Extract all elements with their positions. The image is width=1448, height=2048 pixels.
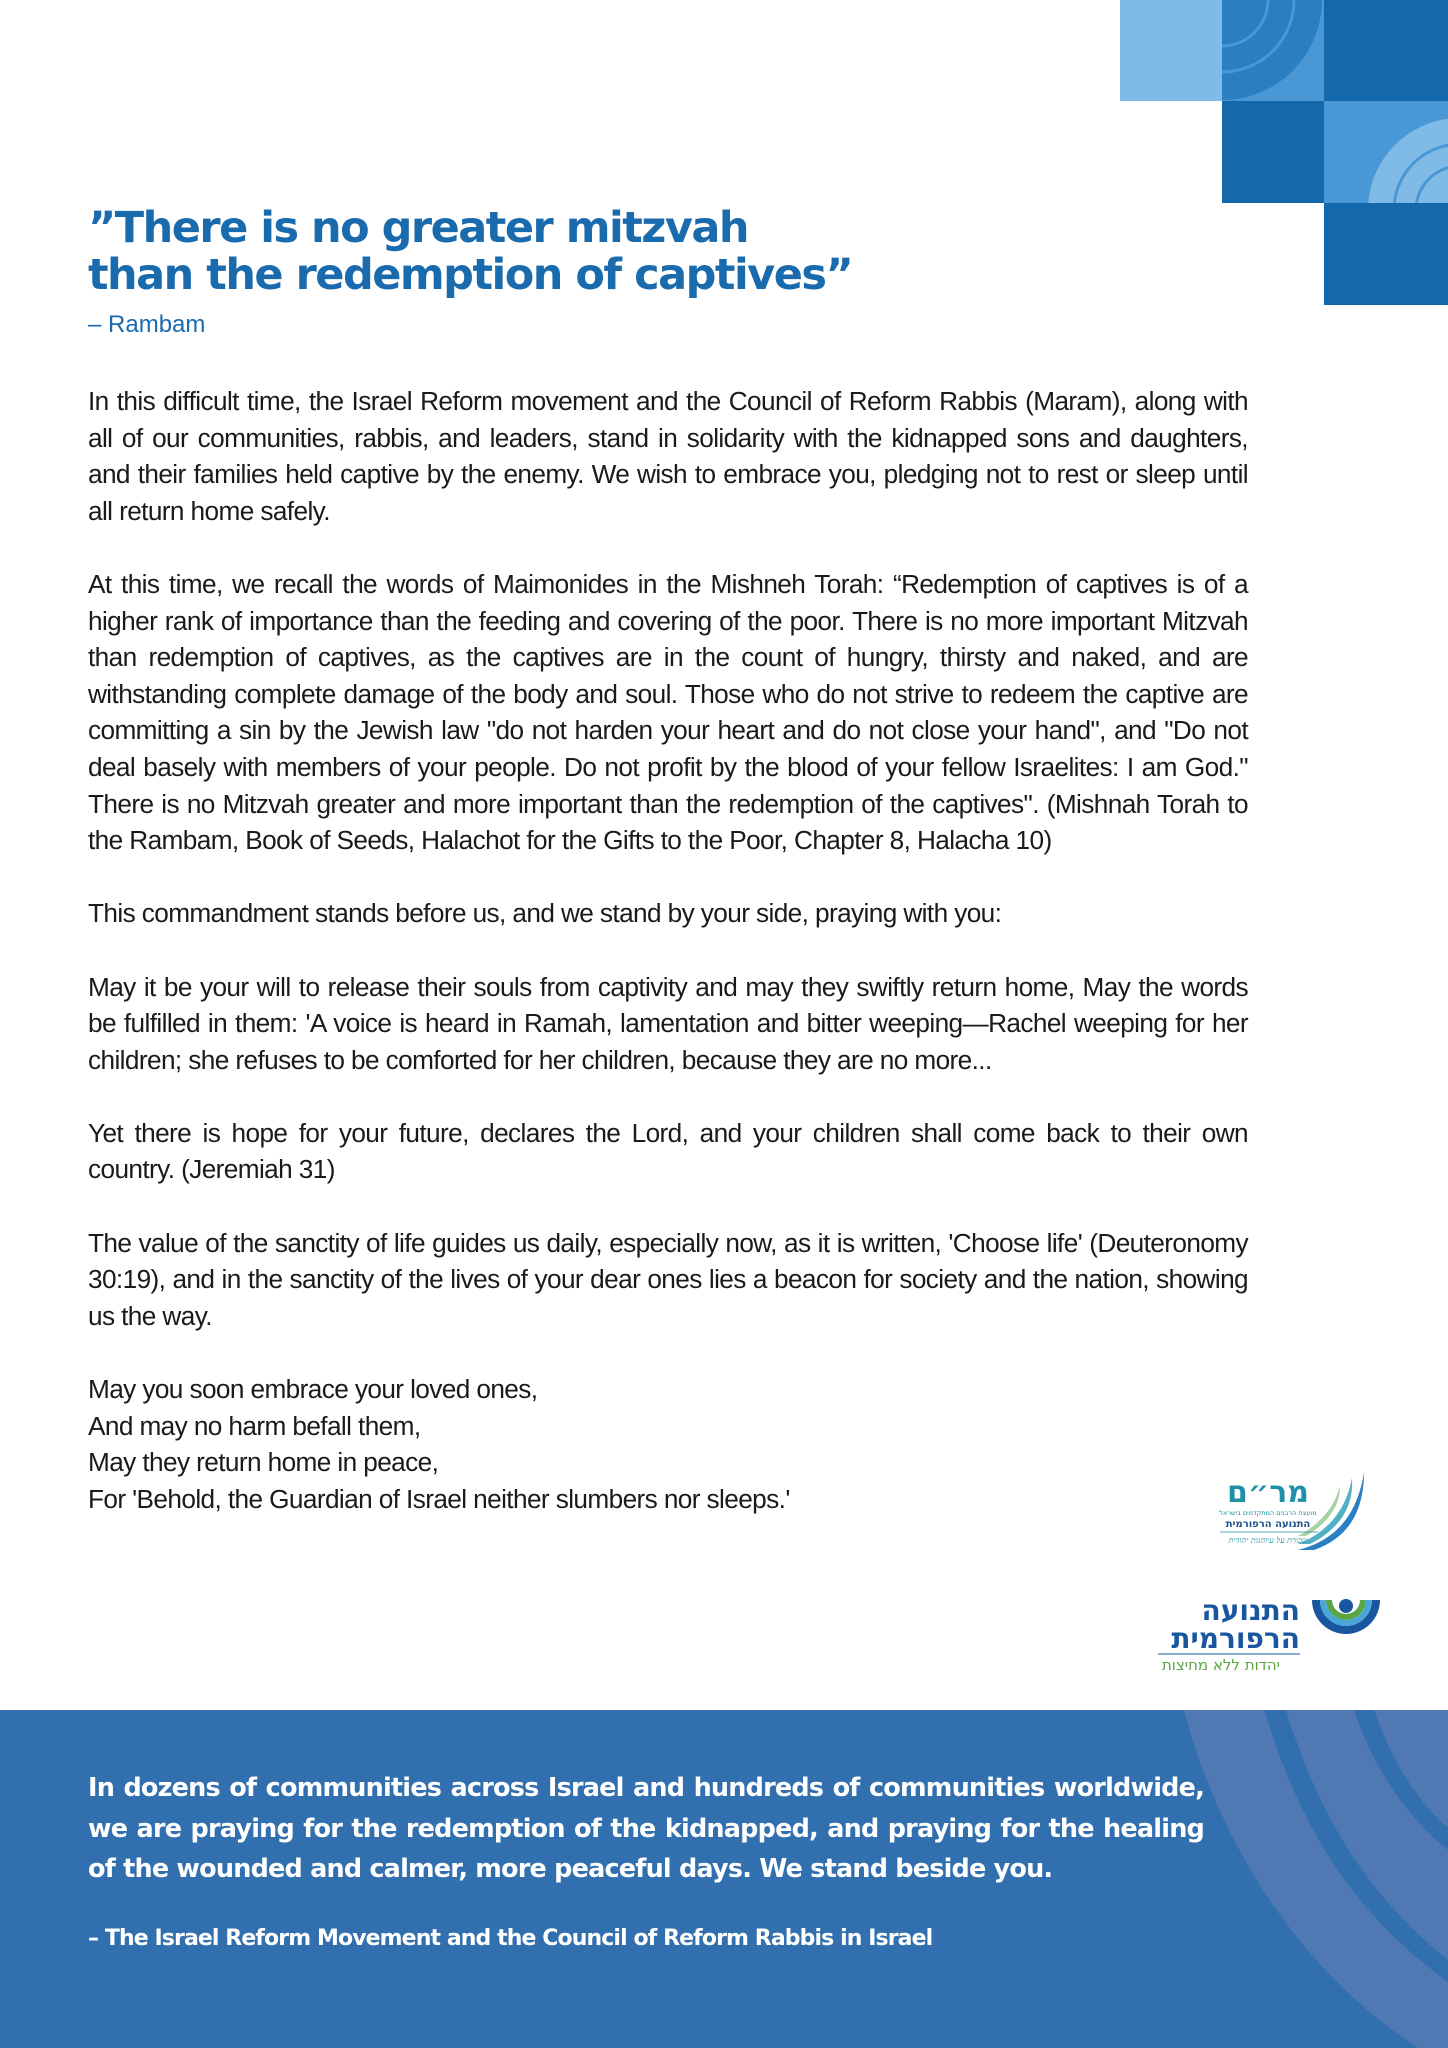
letter-body xyxy=(88,383,1248,1517)
title-attribution: – Rambam xyxy=(88,311,206,338)
reform-movement-logo xyxy=(1152,1590,1382,1676)
corner-decoration xyxy=(1120,0,1448,308)
reform-logo-tagline: יהדות ללא מחיצות xyxy=(1161,1656,1280,1674)
paragraph-hope: Yet there is hope for your future, declares the Lord, and your children shall come back to their own country. (Jeremiah 31) xyxy=(88,1117,1248,1185)
footer-signature: – The Israel Reform Movement and the Council of Reform Rabbis in Israel xyxy=(88,1926,933,1951)
maram-logo-name: מר״ם xyxy=(1227,1475,1309,1510)
closing-blessing xyxy=(88,1371,1248,1517)
reform-logo-emblem xyxy=(1312,1599,1380,1634)
tile-dark-mid xyxy=(1222,101,1324,203)
paragraph-prayer: May it be your will to release their souls from captivity and may they swiftly return home, May the words be fulfilled in them: 'A voice is heard in Ramah, lamentation and bitter weeping—Rachel weeping for her children; she refuses to be comforted for her children, because they are no more... xyxy=(88,971,1248,1075)
title-line-2: than the redemption of captives” xyxy=(88,250,853,300)
paragraph-commandment: This commandment stands before us, and we stand by your side, praying with you: xyxy=(88,898,1002,929)
maram-logo-subtitle: מועצת הרבנים המתקדמים בישראל xyxy=(1219,1509,1317,1517)
footer-message: In dozens of communities across Israel and hundreds of communities worldwide, we are praying for the redemption of the kidnapped, and praying for the healing of the wounded and calmer, more peaceful days. We stand beside you. xyxy=(88,1773,1204,1884)
maram-logo-tagline: שכורת על עיוהגות יהודית xyxy=(1228,1536,1308,1545)
tile-dark-top xyxy=(1324,0,1448,101)
maram-logo-org: התנועה הרפורמית xyxy=(1225,1519,1311,1530)
tile-light xyxy=(1120,0,1222,101)
paragraph-sanctity: The value of the sanctity of life guides us daily, especially now, as it is written, 'Choose life' (Deuteronomy 30:19), and in the sanctity of the lives of your dear ones lies a beacon for society and the nation, showing us the way. xyxy=(88,1227,1248,1331)
reform-logo-line1: התנועה xyxy=(1201,1594,1300,1627)
page-title xyxy=(88,205,852,299)
tile-dark-bottom xyxy=(1324,203,1448,305)
blessing-line: And may no harm befall them, xyxy=(88,1410,421,1441)
paragraph-solidarity: In this difficult time, the Israel Reform movement and the Council of Reform Rabbis (Maram), along with all of our communities, rabbis, and leaders, stand in solidarity with the kidnapped sons and daughters, and their families held captive by the enemy. We wish to embrace you, pledging not to rest or sleep until all return home safely. xyxy=(88,386,1248,526)
paragraph-maimonides: At this time, we recall the words of Maimonides in the Mishneh Torah: “Redemption of captives is of a higher rank of importance than the feeding and covering of the poor. There is no more important Mitzvah than redemption of captives, as the captives are in the count of hungry, thirsty and naked, and are withstanding complete damage of the body and soul. Those who do not strive to redeem the captive are committing a sin by the Jewish law "do not harden your heart and do not close your hand", and "Do not deal basely with members of your people. Do not profit by the blood of your fellow Israelites: I am God." There is no Mitzvah greater and more important than the redemption of the captives". (Mishnah Torah to the Rambam, Book of Seeds, Halachot for the Gifts to the Poor, Chapter 8, Halacha 10) xyxy=(88,568,1248,856)
maram-logo xyxy=(1218,1472,1364,1552)
blessing-line: For 'Behold, the Guardian of Israel neither slumbers nor sleeps.' xyxy=(88,1483,790,1514)
blessing-line: May they return home in peace, xyxy=(88,1447,439,1478)
title-line-1: ”There is no greater mitzvah xyxy=(88,203,748,253)
reform-logo-line2: הרפורמית xyxy=(1171,1622,1300,1655)
blessing-line: May you soon embrace your loved ones, xyxy=(88,1374,538,1405)
footer-banner xyxy=(0,1710,1448,2048)
